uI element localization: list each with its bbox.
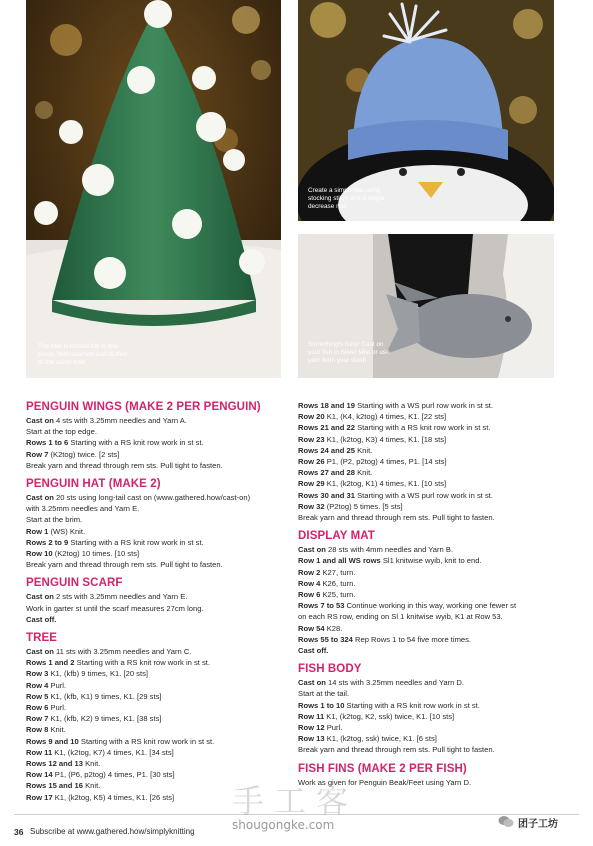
instruction-label: Cast off. xyxy=(298,646,329,656)
instruction-label: Rows 2 to 9 xyxy=(26,537,69,547)
instruction-text: Work as given for Penguin Beak/Feet using Yarn D. xyxy=(298,777,472,787)
instruction-text: (P2tog) 5 times. [5 sts] xyxy=(324,501,403,511)
instruction-text: Purl. xyxy=(324,723,343,733)
right-column xyxy=(298,400,570,788)
instruction-label: Row 29 xyxy=(298,479,325,489)
instruction-label: Row 17 xyxy=(26,792,53,802)
instruction-label: Row 8 xyxy=(26,725,49,735)
instruction-line xyxy=(298,623,570,634)
watermark-site: shougongke.com xyxy=(232,818,335,832)
instruction-text: K1, (k2tog, K7) 4 times, K1. [34 sts] xyxy=(52,747,174,757)
instruction-line xyxy=(26,559,294,570)
watermark-chars: 手工客 xyxy=(232,782,359,820)
instruction-text: K1, (k2tog, K2, ssk) twice, K1. [10 sts] xyxy=(324,711,455,721)
instruction-label: Rows 1 and 2 xyxy=(26,658,75,668)
instruction-label: Rows 1 to 10 xyxy=(298,700,345,710)
instruction-text: 11 sts with 3.25mm needles and Yarn C. xyxy=(53,647,192,657)
hat-caption: Create a simple hat using stocking stitch and a single decrease row xyxy=(308,187,385,210)
instruction-text: Rep Rows 1 to 54 five more times. xyxy=(352,634,472,644)
instruction-line xyxy=(298,490,570,501)
instruction-label: Rows 27 and 28 xyxy=(298,468,355,478)
instruction-text: Start at the top edge. xyxy=(26,427,97,437)
instruction-text: on each RS row, ending on Sl 1 knitwise wyib, K1 at Row 53. xyxy=(298,612,503,622)
instruction-label: Cast on xyxy=(26,592,54,602)
instruction-line xyxy=(298,722,570,733)
instruction-text: 4 sts with 3.25mm needles and Yarn A. xyxy=(53,416,187,425)
instruction-line xyxy=(298,467,570,478)
instruction-line xyxy=(26,614,294,625)
instruction-text: Starting with a RS knit row work in st st. xyxy=(354,423,491,433)
instruction-text: (K2tog) twice. [2 sts] xyxy=(48,449,120,459)
instruction-label: Cast on xyxy=(26,647,54,657)
instruction-line xyxy=(298,422,570,433)
instruction-line xyxy=(26,691,294,702)
instruction-text: Starting with a RS knit row work in st st. xyxy=(78,736,215,746)
instruction-line xyxy=(298,611,570,622)
instruction-text: Starting with a RS knit row work in st st. xyxy=(74,658,210,668)
instruction-line xyxy=(26,713,294,724)
instruction-text: K1, (k2tog, K3) 4 times, K1. [18 sts] xyxy=(324,434,447,444)
instruction-label: Row 7 xyxy=(26,714,49,724)
instruction-line xyxy=(26,460,294,471)
instruction-label: Rows 55 to 324 xyxy=(298,634,353,644)
instruction-text: P1, (P2, p2tog) 4 times, P1. [14 sts] xyxy=(324,457,447,467)
instruction-text: Knit. xyxy=(48,725,66,735)
instruction-label: Row 3 xyxy=(26,669,49,679)
instruction-text: P1, (P6, p2tog) 4 times, P1. [30 sts] xyxy=(52,770,175,780)
instruction-text: 28 sts with 4mm needles and Yarn B. xyxy=(325,545,454,555)
instruction-label: Rows 7 to 53 xyxy=(298,601,345,611)
instruction-line xyxy=(298,733,570,744)
tree-caption: The tree is knitted flat in one piece, then seamed and stuffed at the same time xyxy=(38,343,128,366)
instruction-text: Break yarn and thread through rem sts. Pull tight to fasten. xyxy=(26,460,223,470)
instruction-line xyxy=(298,555,570,566)
instruction-text: Start at the brim. xyxy=(26,515,83,525)
penguin-hat-photo xyxy=(298,0,554,221)
subscribe-link[interactable]: Subscribe at www.gathered.how/simplyknitting xyxy=(30,827,195,836)
instruction-text: Start at the tail. xyxy=(298,689,350,699)
instruction-line xyxy=(26,503,294,514)
instruction-text: K1, (k2tog, ssk) twice, K1. [6 sts] xyxy=(324,734,437,744)
instruction-label: Rows 1 to 6 xyxy=(26,438,69,448)
instruction-label: Row 4 xyxy=(26,680,49,690)
instruction-line xyxy=(26,724,294,735)
instruction-text: 14 sts with 3.25mm needles and Yarn D. xyxy=(325,678,465,688)
instruction-label: Row 13 xyxy=(298,734,325,744)
instruction-text: (WS) Knit. xyxy=(48,526,86,536)
instruction-label: Row 5 xyxy=(26,691,49,701)
section-heading: PENGUIN SCARF xyxy=(26,577,123,590)
instruction-line xyxy=(298,700,570,711)
instruction-line xyxy=(298,411,570,422)
instruction-line xyxy=(298,688,570,699)
instruction-line xyxy=(298,634,570,645)
instruction-text: Purl. xyxy=(48,680,67,690)
section-heading: TREE xyxy=(26,632,58,645)
instruction-text: Break yarn and thread through rem sts. Pull tight to fasten. xyxy=(26,560,223,570)
instruction-line xyxy=(26,548,294,559)
instruction-text: K27, turn. xyxy=(320,567,356,577)
instruction-text: K26, turn. xyxy=(320,578,356,588)
instruction-text: Knit. xyxy=(354,468,373,478)
instruction-label: Row 11 xyxy=(26,747,53,757)
section-heading: FISH BODY xyxy=(298,663,362,676)
instruction-line xyxy=(26,657,294,668)
instruction-label: Row 23 xyxy=(298,434,325,444)
instruction-label: Rows 15 and 16 xyxy=(26,781,83,791)
instruction-line xyxy=(26,437,294,448)
instruction-line xyxy=(26,426,294,437)
instruction-text: 20 sts using long-tail cast on (www.gathered.how/cast-on) xyxy=(53,493,251,503)
instruction-text: Break yarn and thread through rem sts. Pull tight to fasten. xyxy=(298,513,495,523)
instruction-line xyxy=(298,600,570,611)
instruction-label: Row 26 xyxy=(298,457,325,467)
instruction-line xyxy=(298,512,570,523)
instruction-line xyxy=(298,645,570,656)
instruction-label: Row 1 and all WS rows xyxy=(298,556,381,566)
instruction-label: Row 10 xyxy=(26,549,53,559)
instruction-text: Starting with a WS purl row work in st st. xyxy=(354,490,493,500)
instruction-text: Knit. xyxy=(82,781,101,791)
instruction-label: Row 11 xyxy=(298,711,325,721)
instruction-line xyxy=(26,526,294,537)
instruction-line xyxy=(26,449,294,460)
instruction-line xyxy=(26,668,294,679)
instruction-text: K1, (k2tog, K5) 4 times, K1. [26 sts] xyxy=(52,792,175,802)
instruction-line xyxy=(26,747,294,758)
instruction-text: Purl. xyxy=(48,703,67,713)
instruction-text: 2 sts with 3.25mm needles and Yarn E. xyxy=(53,592,188,602)
instruction-text: Starting with a RS knit row work in st st. xyxy=(68,537,204,547)
instruction-text: Knit. xyxy=(82,759,101,769)
instruction-line xyxy=(26,736,294,747)
instruction-label: Rows 24 and 25 xyxy=(298,445,355,455)
instruction-label: Row 14 xyxy=(26,770,53,780)
instruction-line xyxy=(26,603,294,614)
instruction-line xyxy=(298,544,570,555)
instruction-label: Row 6 xyxy=(26,703,49,713)
tree-photo xyxy=(26,0,281,378)
instruction-line xyxy=(26,758,294,769)
instruction-text: K1, (K4, k2tog) 4 times, K1. [22 sts] xyxy=(324,412,447,422)
instruction-line xyxy=(298,456,570,467)
instruction-label: Row 1 xyxy=(26,526,49,536)
fish-caption: Something's fishy! Cast on your fish in Silver Mist or use yarn from your stash xyxy=(308,341,390,364)
instruction-line xyxy=(298,677,570,688)
section-heading: PENGUIN HAT (MAKE 2) xyxy=(26,478,161,491)
wechat-icon xyxy=(498,815,514,828)
instruction-line xyxy=(298,578,570,589)
instruction-text: Break yarn and thread through rem sts. Pull tight to fasten. xyxy=(298,745,495,755)
instruction-label: Row 6 xyxy=(298,590,321,600)
instruction-text: Starting with a WS purl row work in st st. xyxy=(354,401,493,410)
instruction-line xyxy=(298,400,570,411)
instruction-line xyxy=(298,711,570,722)
instruction-text: Sl1 knitwise wyib, knit to end. xyxy=(380,556,482,566)
section-heading: DISPLAY MAT xyxy=(298,530,375,543)
instruction-line xyxy=(26,646,294,657)
instruction-text: Continue working in this way, working one fewer st xyxy=(344,601,517,611)
instruction-text: Knit. xyxy=(354,445,373,455)
instruction-text: K1, (kfb) 9 times, K1. [20 sts] xyxy=(48,669,148,679)
instruction-line xyxy=(26,680,294,691)
instruction-line xyxy=(298,501,570,512)
fish-photo xyxy=(298,234,554,378)
left-column xyxy=(26,400,294,803)
instruction-line xyxy=(26,415,294,426)
instruction-text: with 3.25mm needles and Yarn E. xyxy=(26,504,140,514)
instruction-text: K1, (kfb, K2) 9 times, K1. [38 sts] xyxy=(48,714,162,724)
instruction-label: Row 7 xyxy=(26,449,49,459)
page-number: 36 xyxy=(14,827,24,837)
instruction-label: Row 2 xyxy=(298,567,321,577)
instruction-label: Rows 9 and 10 xyxy=(26,736,79,746)
section-heading: FISH FINS (MAKE 2 PER FISH) xyxy=(298,762,467,775)
instruction-text: K28. xyxy=(324,623,343,633)
instruction-label: Row 32 xyxy=(298,501,325,511)
instruction-line xyxy=(298,478,570,489)
instruction-label: Row 54 xyxy=(298,623,325,633)
instruction-text: Starting with a RS knit row work in st st. xyxy=(344,700,480,710)
instruction-text: K25, turn. xyxy=(320,590,356,600)
instruction-label: Rows 30 and 31 xyxy=(298,490,355,500)
instruction-label: Row 4 xyxy=(298,578,321,588)
instruction-text: Starting with a RS knit row work in st st. xyxy=(68,438,204,448)
instruction-label: Rows 18 and 19 xyxy=(298,401,355,410)
instruction-text: Work in garter st until the scarf measures 27cm long. xyxy=(26,603,204,613)
instruction-line xyxy=(26,514,294,525)
instruction-line xyxy=(298,445,570,456)
watermark-brand: 团子工坊 xyxy=(518,819,558,830)
instruction-line xyxy=(26,537,294,548)
instruction-label: Rows 21 and 22 xyxy=(298,423,355,433)
instruction-line xyxy=(298,434,570,445)
instruction-text: (K2tog) 10 times. [10 sts] xyxy=(52,549,140,559)
instruction-label: Cast on xyxy=(26,416,54,425)
instruction-line xyxy=(26,702,294,713)
instruction-label: Cast on xyxy=(298,678,326,688)
instruction-line xyxy=(26,591,294,602)
instruction-text: K1, (k2tog, K1) 4 times, K1. [10 sts] xyxy=(324,479,447,489)
instruction-line xyxy=(298,589,570,600)
instruction-label: Cast on xyxy=(26,493,54,503)
instruction-label: Row 20 xyxy=(298,412,325,422)
instruction-text: K1, (kfb, K1) 9 times, K1. [29 sts] xyxy=(48,691,162,701)
section-heading: PENGUIN WINGS (MAKE 2 PER PENGUIN) xyxy=(26,401,261,413)
instruction-label: Row 12 xyxy=(298,723,325,733)
instruction-label: Rows 12 and 13 xyxy=(26,759,83,769)
instruction-label: Cast on xyxy=(298,545,326,555)
instruction-label: Cast off. xyxy=(26,614,57,624)
instruction-line xyxy=(298,744,570,755)
instruction-line xyxy=(26,492,294,503)
instruction-line xyxy=(298,567,570,578)
